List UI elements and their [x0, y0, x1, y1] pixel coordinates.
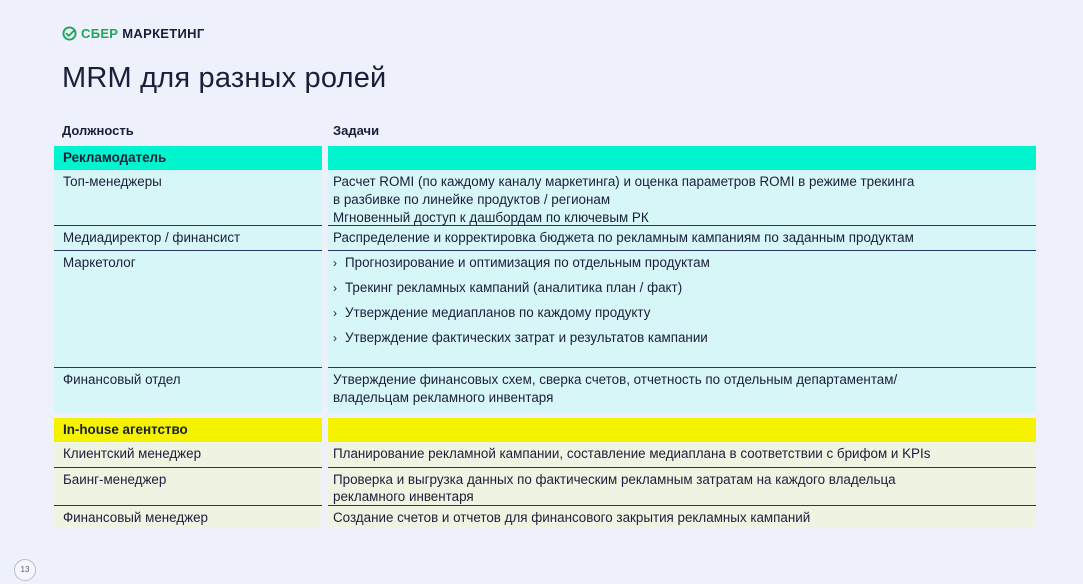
column-header-role: Должность	[62, 123, 134, 138]
table-row-media-director	[54, 225, 1036, 250]
section-header-inhouse	[54, 418, 1036, 442]
table-row-finance-department	[54, 367, 1036, 413]
section-label-advertiser-empty	[328, 146, 1036, 170]
section-header-advertiser	[54, 146, 1036, 170]
role-cell: Медиадиректор / финансист	[54, 225, 322, 250]
page-number-badge: 13	[14, 559, 36, 581]
list-item: › Трекинг рекламных кампаний (аналитика план / факт)	[333, 280, 683, 295]
list-item: › Утверждение медиапланов по каждому продукту	[333, 305, 651, 320]
tasks-cell: Создание счетов и отчетов для финансового закрытия рекламных кампаний	[328, 505, 1036, 527]
tasks-cell	[328, 170, 1036, 225]
task-line: Утверждение финансовых схем, сверка счетов, отчетность по отдельным департаментам/	[333, 372, 898, 387]
chevron-right-icon: ›	[333, 281, 337, 295]
task-line: Мгновенный доступ к дашбордам по ключевым РК	[333, 210, 649, 225]
tasks-cell	[328, 250, 1036, 367]
role-cell: Баинг-менеджер	[54, 467, 322, 505]
chevron-right-icon: ›	[333, 256, 337, 270]
list-item: › Прогнозирование и оптимизация по отдельным продуктам	[333, 255, 710, 270]
tasks-cell	[328, 367, 1036, 413]
section-label-inhouse: In-house агентство	[54, 418, 322, 442]
role-cell: Топ-менеджеры	[54, 170, 322, 225]
logo-text-marketing: МАРКЕТИНГ	[122, 26, 205, 41]
chevron-right-icon: ›	[333, 306, 337, 320]
task-line: рекламного инвентаря	[333, 489, 474, 504]
task-line: Проверка и выгрузка данных по фактическим рекламным затратам на каждого владельца	[333, 472, 896, 487]
column-header-tasks: Задачи	[333, 123, 380, 138]
section-label-advertiser: Рекламодатель	[54, 146, 322, 170]
table-row-finance-manager	[54, 505, 1036, 527]
role-cell: Финансовый менеджер	[54, 505, 322, 527]
tasks-cell: Распределение и корректировка бюджета по рекламным кампаниям по заданным продуктам	[328, 225, 1036, 250]
table-row-marketer	[54, 250, 1036, 367]
sber-marketing-logo	[62, 26, 205, 41]
task-line: Расчет ROMI (по каждому каналу маркетинга) и оценка параметров ROMI в режиме трекинга	[333, 174, 915, 189]
task-line: владельцам рекламного инвентаря	[333, 390, 554, 405]
table-row-client-manager	[54, 442, 1036, 467]
sber-logo-icon	[62, 26, 77, 41]
tasks-cell: Планирование рекламной кампании, составление медиаплана в соответствии с брифом и KPIs	[328, 442, 1036, 467]
table-row-top-managers	[54, 170, 1036, 225]
role-cell: Маркетолог	[54, 250, 322, 367]
logo-text-sber: СБЕР	[81, 26, 119, 41]
section-label-inhouse-empty	[328, 418, 1036, 442]
page-title: MRM для разных ролей	[62, 62, 387, 94]
tasks-cell	[328, 467, 1036, 505]
task-line: в разбивке по линейке продуктов / регионам	[333, 192, 611, 207]
chevron-right-icon: ›	[333, 331, 337, 345]
task-bullet-list	[333, 254, 1027, 354]
list-item: › Утверждение фактических затрат и результатов кампании	[333, 330, 708, 345]
table-row-buying-manager	[54, 467, 1036, 505]
role-cell: Клиентский менеджер	[54, 442, 322, 467]
role-cell: Финансовый отдел	[54, 367, 322, 413]
